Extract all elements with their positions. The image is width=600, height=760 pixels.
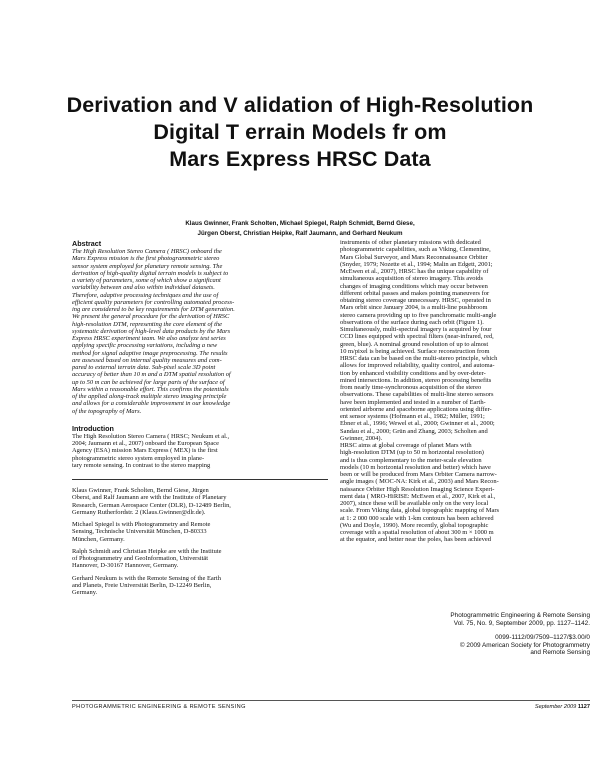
body-line: Ebner et al., 1996; Wewel et al., 2000; Gwinner et al., 2000; bbox=[340, 420, 495, 428]
abstract-line: We present the general procedure for the derivation of HRSC bbox=[72, 313, 230, 321]
body-line: been or will be produced from Mars Orbiter Camera narrow- bbox=[340, 471, 497, 478]
author-list bbox=[60, 219, 540, 239]
introduction-body bbox=[72, 433, 328, 469]
body-line: McEwen et al., 2007), HRSC has the unique capability of bbox=[340, 268, 489, 275]
intro-line: photogrammetric stereo system employed in plane- bbox=[72, 454, 205, 462]
intro-line: 2004; Jaumann et al., 2007) onboard the European Space bbox=[72, 440, 219, 447]
body-line: ent sensor systems (Hofmann et al., 1982; Müller, 1991; bbox=[340, 413, 485, 420]
affiliation-divider bbox=[72, 479, 328, 480]
body-line: models (10 m horizontal resolution and better) which have bbox=[340, 463, 491, 471]
rights-line: 0099-1112/09/7509–1127/$3.00/0 bbox=[495, 634, 590, 642]
abstract-line: Mars Express mission is the first photogrammetric stereo bbox=[72, 255, 220, 263]
abstract-line: method for signal adaptive image preprocessing. The results bbox=[72, 349, 228, 357]
abstract-line: high-resolution DTM, representing the core element of the bbox=[72, 320, 222, 328]
body-line: simultaneous acquisition of stereo imagery. This avoids bbox=[340, 275, 484, 283]
abstract-line: are assessed based on internal quality measures and com- bbox=[72, 356, 222, 364]
citation-line: Photogrammetric Engineering & Remote Sensing bbox=[450, 612, 590, 619]
body-line: coverage with a spatial resolution of about 300 m × 1000 m bbox=[340, 529, 494, 536]
abstract-line: derivation of high-quality digital terrain models is subject to bbox=[72, 269, 229, 277]
body-line: from nearly time-synchronous acquisition of the stereo bbox=[340, 384, 482, 391]
affiliation-line: Oberst, and Ralf Jaumann are with the Institute of Planetary bbox=[72, 494, 227, 502]
body-line: (Snyder, 1979; Nozette et al., 1994; Malin an Edgett, 2001; bbox=[340, 260, 493, 268]
body-line: 10 m/pixel is being achieved. Surface reconstruction from bbox=[340, 347, 490, 355]
body-line: high-resolution DTM (up to 50 m horizontal resolution) bbox=[340, 449, 484, 457]
body-line: CCD lines equipped with spectral filters (near-infrared, red, bbox=[340, 333, 494, 341]
journal-info bbox=[348, 612, 590, 664]
footer-date-page bbox=[440, 704, 590, 710]
abstract-line: variability between and also within individual datasets. bbox=[72, 284, 215, 292]
footer-divider bbox=[72, 700, 590, 701]
body-line: obtaining stereo coverage unnecessary. HRSC, operated in bbox=[340, 297, 491, 304]
affiliation-line: Michael Spiegel is with Photogrammetry and Remote bbox=[72, 521, 211, 528]
affiliation-line: Research, German Aerospace Center (DLR), D-12489 Berlin, bbox=[72, 501, 231, 509]
affiliation-line: Sensing, Technische Universität München, D-80333 bbox=[72, 528, 207, 536]
body-line: HRSC aims at global coverage of planet Mars with bbox=[340, 442, 472, 449]
affiliation-line: Ralph Schmidt and Christian Heipke are with the Institute bbox=[72, 547, 222, 555]
body-line: green, blue). A nominal ground resolution of up to almost bbox=[340, 340, 489, 348]
body-line: stereo camera providing up to five panchromatic multi-angle bbox=[340, 311, 497, 319]
abstract-line: pared to external terrain data. Sub-pixel scale 3D point bbox=[72, 364, 216, 371]
affiliation-line: Germany Rutherfordstr. 2 (Klaus.Gwinner@dlr.de). bbox=[72, 508, 206, 516]
affiliation-line: and Planets, Freie Universität Berlin, D-12249 Berlin, bbox=[72, 581, 212, 589]
affiliation-block bbox=[72, 548, 328, 570]
intro-line: The High Resolution Stereo Camera ( HRSC; Neukum et al., bbox=[72, 432, 230, 440]
right-column bbox=[340, 239, 590, 544]
affiliation-line: Klaus Gwinner, Frank Scholten, Bernd Giese, Jürgen bbox=[72, 487, 209, 494]
rights-line: © 2009 American Society for Photogrammetry bbox=[459, 641, 590, 649]
abstract-line: efficient quality parameters for controlling automated process- bbox=[72, 298, 235, 306]
intro-line: Agency (ESA) mission Mars Express ( MEX) is the first bbox=[72, 447, 218, 455]
author-line: Klaus Gwinner, Frank Scholten, Michael Spiegel, Ralph Schmidt, Bernd Giese, bbox=[185, 220, 415, 227]
abstract-line: systematic derivation of high-level data products by the Mars bbox=[72, 327, 231, 335]
abstract-line: of the topography of Mars. bbox=[72, 407, 142, 415]
body-line: (Wu and Doyle, 1990). More recently, global topographic bbox=[340, 521, 489, 529]
introduction-heading: Introduction bbox=[72, 423, 114, 433]
body-line: photogrammetric capabilities, such as Viking, Clementine, bbox=[340, 246, 491, 254]
journal-citation bbox=[348, 612, 590, 627]
body-line: allows for improved reliability, quality control, and automa- bbox=[340, 362, 495, 370]
body-line: HRSC data can be based on the multi-stereo principle, which bbox=[340, 355, 498, 362]
abstract-line: Mars within a reasonable effort. This confirms the potentials bbox=[72, 385, 229, 393]
body-line: Sandau et al., 2000; Grün and Zhang, 2003; Scholten and bbox=[340, 427, 488, 435]
body-line: ment data ( MRO-HiRISE: McEwen et al., 2007, Kirk et al., bbox=[340, 492, 496, 500]
body-line: Mars Global Surveyor, and Mars Reconnaissance Orbiter bbox=[340, 253, 488, 261]
footer-date: September 2009 bbox=[534, 704, 577, 710]
left-column bbox=[72, 239, 328, 601]
title-line: Derivation and V alidation of High-Resolution bbox=[66, 93, 534, 117]
body-line: Mars orbit since January 2004, is a multi-line pushbroom bbox=[340, 304, 488, 312]
abstract-line: a variety of parameters, some of which show a significant bbox=[72, 277, 221, 284]
body-line: observations of the surface during each orbit (Figure 1). bbox=[340, 318, 484, 326]
author-line: Jürgen Oberst, Christian Heipke, Ralf Jaumann, and Gerhard Neukum bbox=[197, 230, 403, 237]
paper-title bbox=[40, 92, 560, 173]
journal-rights bbox=[348, 634, 590, 657]
abstract-line: ing are considered to be key requirements for DTM generation. bbox=[72, 306, 235, 313]
body-line: tion by enhanced visibility conditions and by over-deter- bbox=[340, 369, 486, 377]
body-line: mined intersections. In addition, stereo processing benefits bbox=[340, 376, 492, 384]
abstract-body bbox=[72, 248, 328, 415]
body-line: observations. These capabilities of multi-line stereo sensors bbox=[340, 391, 494, 399]
body-line: Gwinner, 2004). bbox=[340, 434, 383, 442]
body-line: Simultaneously, multi-spectral imagery is acquired by four bbox=[340, 326, 492, 333]
intro-line: tary remote sensing. In contrast to the stereo mapping bbox=[72, 461, 211, 469]
affiliation-line: of Photogrammetry and GeoInformation, Universität bbox=[72, 555, 209, 562]
body-line: changes of imaging conditions which may occur between bbox=[340, 282, 488, 290]
abstract-line: Therefore, adaptive processing techniques and the use of bbox=[72, 291, 219, 299]
body-line: different orbital passes and makes pointing maneuvers for bbox=[340, 289, 490, 297]
abstract-line: Express HRSC experiment team. We also analyze test series bbox=[72, 335, 226, 342]
rights-line: and Remote Sensing bbox=[530, 649, 590, 657]
affiliation-line: München, Germany. bbox=[72, 535, 125, 543]
body-line: naissance Orbiter High Resolution Imaging Science Experi- bbox=[340, 485, 495, 493]
abstract-line: of the applied along-track multiple stereo imaging principle bbox=[72, 393, 227, 400]
footer-journal-name: PHOTOGRAMMETRIC ENGINEERING & REMOTE SENSING bbox=[72, 704, 246, 710]
title-line: Digital T errain Models fr om bbox=[153, 120, 447, 144]
abstract-line: and allows for a considerable improvement in our knowledge bbox=[72, 400, 231, 408]
affiliation-line: Hannover, D-30167 Hannover, Germany. bbox=[72, 562, 179, 570]
affiliation-block bbox=[72, 575, 328, 597]
affiliation-line: Germany. bbox=[72, 589, 98, 596]
body-line: 2007), since these will be available only on the very local bbox=[340, 500, 489, 507]
body-line: angle images ( MOC-NA: Kirk et al., 2003) and Mars Recon- bbox=[340, 478, 499, 486]
affiliation-block bbox=[72, 521, 328, 543]
page-number: 1127 bbox=[577, 704, 590, 710]
body-line: and is thus complementary to the meter-scale elevation bbox=[340, 456, 482, 464]
body-line: scale. From Viking data, global topographic mapping of Mars bbox=[340, 507, 499, 515]
body-line: at 1: 2 000 000 scale with 1-km contours has been achieved bbox=[340, 514, 494, 522]
body-line: instruments of other planetary missions with dedicated bbox=[340, 239, 481, 246]
abstract-line: up to 50 m can be achieved for large parts of the surface of bbox=[72, 378, 225, 386]
body-line: oriented airborne and spaceborne applications using differ- bbox=[340, 405, 492, 413]
title-line: Mars Express HRSC Data bbox=[169, 147, 431, 171]
abstract-heading: Abstract bbox=[72, 239, 102, 248]
abstract-line: sensor system employed for planetary remote sensing. The bbox=[72, 262, 223, 270]
body-line: have been implemented and tested in a number of Earth- bbox=[340, 398, 486, 406]
affiliation-line: Gerhard Neukum is with the Remote Sensing of the Earth bbox=[72, 574, 221, 582]
abstract-line: accuracy of better than 10 m and a DTM spatial resolution of bbox=[72, 371, 231, 379]
abstract-line: applying specific processing variations, including a new bbox=[72, 342, 218, 350]
abstract-line: The High Resolution Stereo Camera ( HRSC) onboard the bbox=[72, 248, 222, 255]
citation-line: Vol. 75, No. 9, September 2009, pp. 1127–1142. bbox=[453, 619, 590, 627]
body-line: at the equator, and better near the poles, has been achieved bbox=[340, 536, 491, 544]
affiliation-block bbox=[72, 487, 328, 516]
